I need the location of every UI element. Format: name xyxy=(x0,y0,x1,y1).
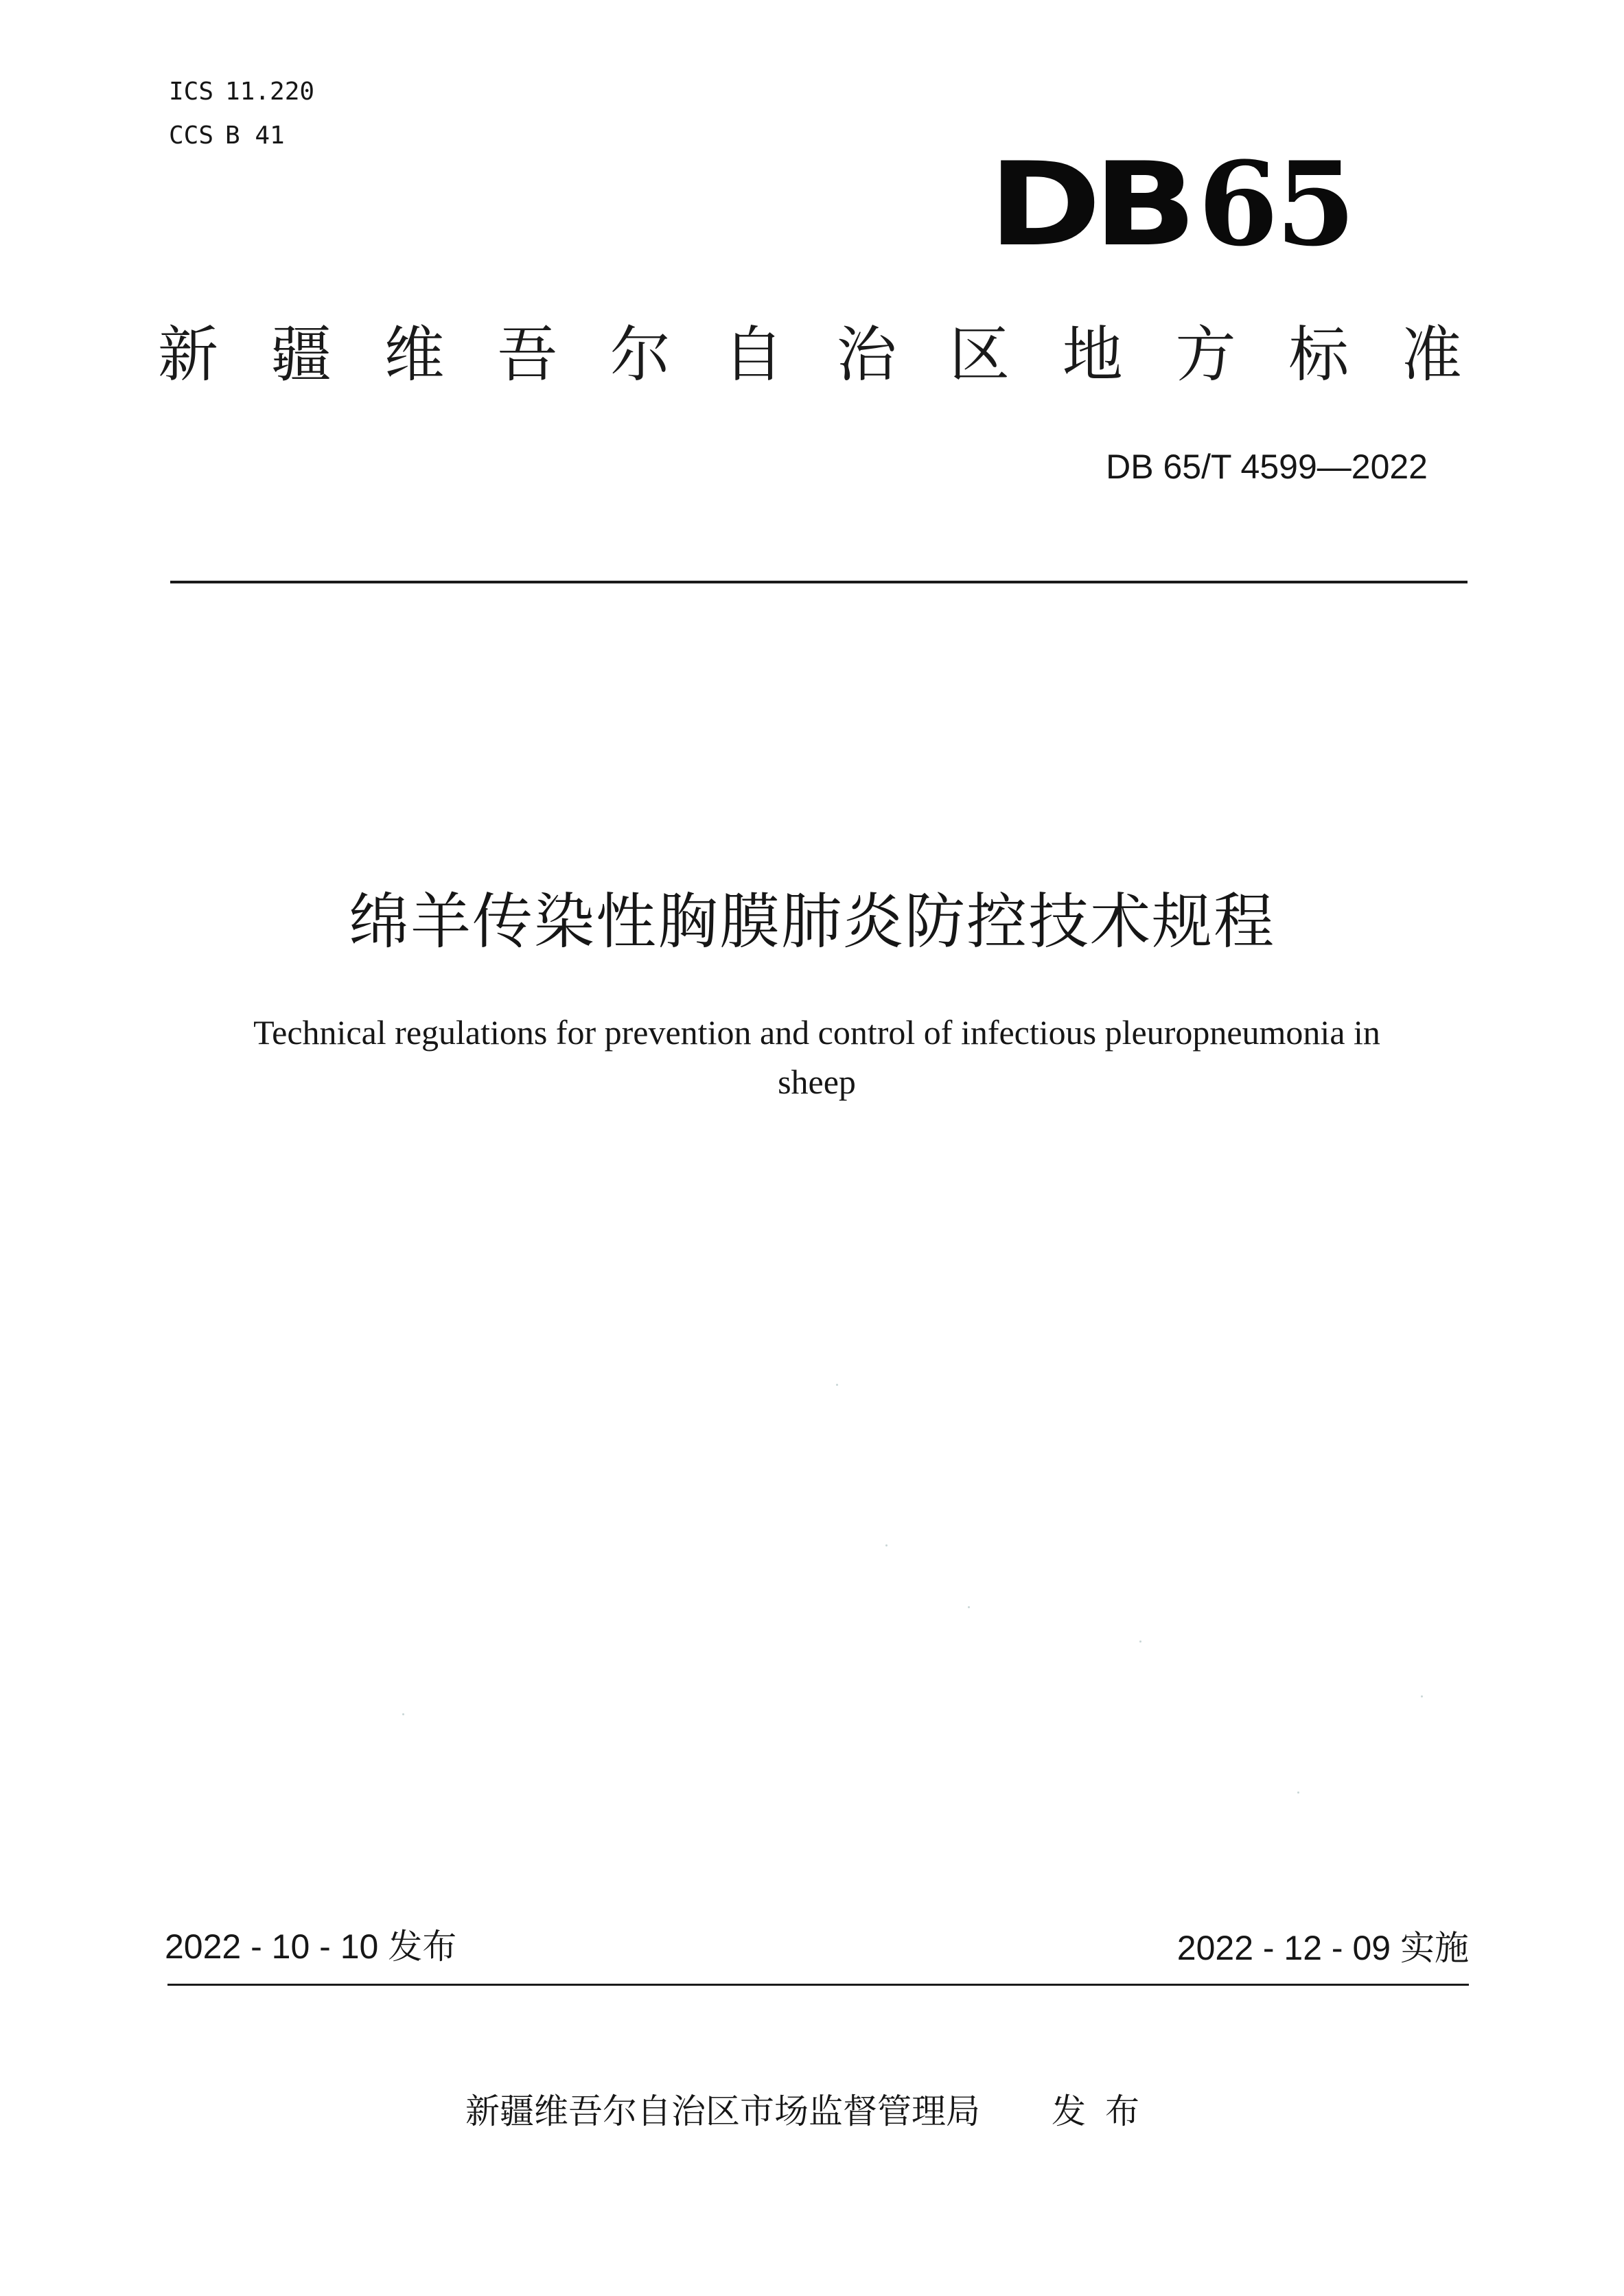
implement-date-value: 2022 - 12 - 09 xyxy=(1176,1929,1391,1967)
header-rule xyxy=(170,581,1468,583)
issue-date xyxy=(165,1925,456,1969)
scan-speck xyxy=(1421,1695,1423,1697)
footer-rule xyxy=(167,1984,1469,1986)
heading-char: 地 xyxy=(1062,319,1123,390)
db-logo-number: 65 xyxy=(1198,136,1354,272)
ccs-code xyxy=(169,121,285,151)
implement-date-label: 实施 xyxy=(1400,1928,1469,1968)
heading-char: 准 xyxy=(1401,319,1462,390)
ccs-value: B 41 xyxy=(225,121,285,150)
standard-number: DB 65/T 4599—2022 xyxy=(1106,448,1428,486)
db-logo xyxy=(988,136,1373,272)
heading-char: 自 xyxy=(723,319,784,390)
scan-speck xyxy=(885,1544,888,1546)
scan-speck xyxy=(836,1384,838,1386)
heading-char: 治 xyxy=(836,319,897,390)
heading-char: 新 xyxy=(158,319,219,390)
publisher-action: 发布 xyxy=(1052,2091,1159,2131)
issue-date-label: 发布 xyxy=(388,1927,457,1967)
ics-code xyxy=(169,77,314,107)
heading-char: 吾 xyxy=(497,319,558,390)
heading-char: 区 xyxy=(949,319,1010,390)
heading-char: 尔 xyxy=(610,319,671,390)
heading-char: 疆 xyxy=(270,319,332,390)
implement-date xyxy=(1177,1926,1469,1970)
ics-value: 11.220 xyxy=(225,78,315,106)
heading-char: 标 xyxy=(1288,319,1349,390)
heading-char: 方 xyxy=(1175,319,1236,390)
document-title-en xyxy=(172,1008,1462,1106)
ccs-label: CCS xyxy=(169,121,214,150)
standard-type-heading xyxy=(158,317,1462,393)
heading-char: 维 xyxy=(384,319,445,390)
scan-speck xyxy=(968,1606,970,1608)
publisher xyxy=(0,2089,1624,2134)
document-title-cn: 绵羊传染性胸膜肺炎防控技术规程 xyxy=(348,886,1275,957)
scan-speck xyxy=(1297,1791,1299,1794)
db-logo-letters: DB xyxy=(988,137,1190,272)
ics-label: ICS xyxy=(169,78,214,106)
issue-date-value: 2022 - 10 - 10 xyxy=(165,1927,379,1966)
title-en-line-1: Technical regulations for prevention and control of infectious pleuropneumonia in xyxy=(253,1013,1380,1052)
publisher-organization: 新疆维吾尔自治区市场监督管理局 xyxy=(465,2091,980,2131)
title-en-line-2: sheep xyxy=(778,1063,856,1101)
scan-speck xyxy=(1139,1640,1141,1643)
scan-speck xyxy=(402,1713,404,1715)
